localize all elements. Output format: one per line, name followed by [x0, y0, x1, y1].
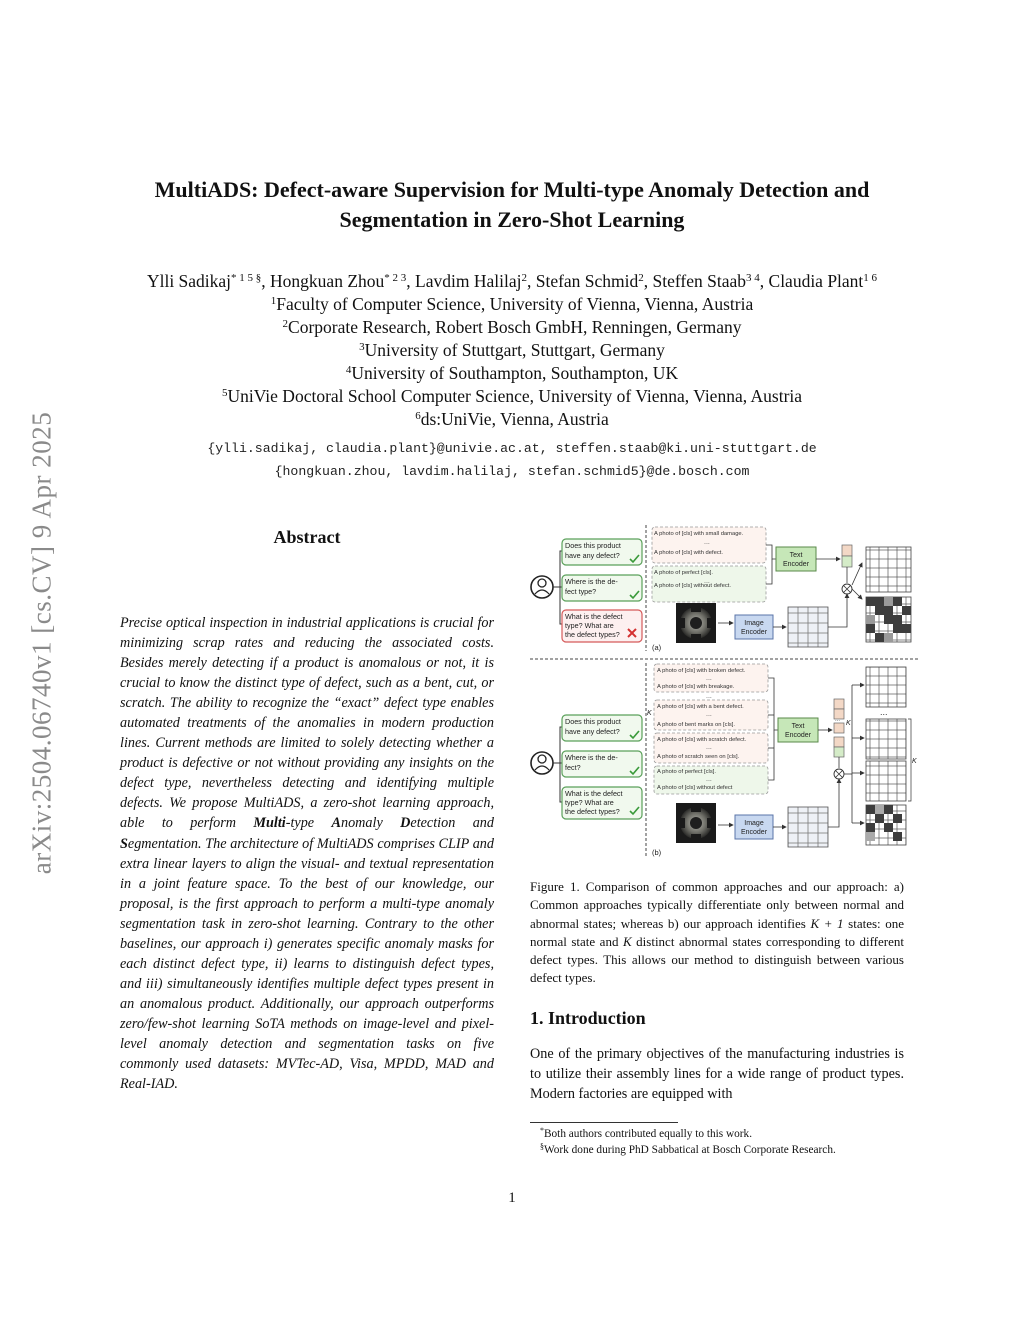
author-sup: * 1 5 § — [231, 272, 262, 284]
abstract-part: egmentation. The architecture of MultiADS comprises CLIP and extra linear layers to align the visual- and textual representation in a joint feature space. To the best of our knowledge, our proposal, is the first approach to perform a multi-type anomaly segmentation task in zero-shot learning. Contrary to the other baselines, our approach i) generates specific anomaly masks for each distinct defect type, ii) learns to distinguish defect types, and iii) simultaneously identifies multiple defect types present in an anomalous product. Additionally, our approach outperforms zero/few-shot learning SoTA methods on image-level and pixel-level anomaly detection and segmentation tasks on five commonly used datasets: MVTec-AD, Visa, MPDD, MAD and Real-IAD. — [120, 835, 494, 1093]
abstract-bold: S — [120, 835, 128, 852]
prompt-text: A photo of [cls] without defect. — [654, 583, 732, 589]
abstract-bold: D — [400, 815, 411, 832]
arxiv-stamp-text: arXiv:2504.06740v1 [cs.CV] 9 Apr 2025 — [26, 411, 57, 874]
image-encoder-label: Image Encoder — [740, 820, 768, 836]
anomaly-map — [866, 719, 906, 759]
arxiv-stamp — [22, 360, 62, 925]
affiliation-text: ds:UniVie, Vienna, Austria — [420, 409, 609, 429]
question-text: Does this product have any defect? — [565, 541, 621, 560]
author-sup: * 2 3 — [384, 272, 407, 284]
prompt-text: A photo of [cls] with a bent defect. — [657, 704, 744, 710]
abstract-text — [120, 613, 494, 1094]
prompt-text: A photo of bent marks on [cls]. — [657, 722, 735, 728]
title-line-2: Segmentation in Zero-Shot Learning — [339, 207, 685, 232]
author-sup: 3 4 — [746, 272, 760, 284]
footnote-text: Both authors contributed equally to this work. — [544, 1128, 753, 1140]
ellipsis: ... — [880, 707, 888, 717]
page-number: 1 — [508, 1190, 516, 1206]
ellipsis: ... — [704, 539, 710, 546]
anomaly-map — [866, 547, 911, 592]
panel-label: (a) — [652, 643, 662, 652]
abstract-part: etection and — [410, 815, 494, 832]
image-encoder-label: Image Encoder — [740, 620, 768, 636]
abstract-part: Precise optical inspection in industrial applications is crucial for minimizing scrap rates and reducing the associated costs. Besides merely detecting if a product is anomalous or not, it is crucial to know the distinct type of defect, such as a bent, cut, or scratch. The ability to recognize the “exact” defect type enables automated treatments of the anomalies in modern production lines. Current methods are limited to solely detecting whether a product is defective or not without providing any insights on the defect type, nevertheless detecting and identifying multiple defects. We propose MultiADS, a zero-shot learning approach, able to perform — [120, 615, 494, 832]
footnote-mark: § — [540, 1142, 544, 1151]
caption-text: states: one normal state and — [530, 915, 904, 949]
anomaly-map — [866, 761, 906, 801]
affiliation-text: Faculty of Computer Science, University of Vienna, Vienna, Austria — [276, 294, 754, 314]
footnote-rule — [530, 1122, 678, 1123]
abstract-bold: Multi — [253, 815, 286, 832]
text-encoder-label: Text Encoder — [784, 723, 812, 739]
title-line-1: MultiADS: Defect-aware Supervision for Multi-type Anomaly Detection and — [154, 177, 870, 202]
prompt-text: A photo of [cls] with small damage. — [654, 531, 744, 537]
prompt-text: A photo of scratch seen on [cls]. — [657, 754, 740, 760]
ellipsis: ... — [704, 578, 710, 585]
ellipsis: ... — [835, 717, 841, 723]
question-text: What is the defect type? What are the defect types? — [565, 789, 623, 816]
prompt-text: A photo of [cls] without defect — [657, 785, 733, 791]
affiliation-sup: 4 — [345, 364, 352, 376]
question-text: Where is the de-fect type? — [565, 577, 618, 596]
author: Lavdim Halilaj — [415, 271, 522, 291]
ellipsis: ... — [706, 693, 712, 700]
caption-math: K — [622, 933, 632, 949]
affiliation — [100, 339, 924, 362]
caption-label: Figure 1. — [530, 879, 580, 894]
affiliation-sup: 6 — [415, 410, 421, 422]
abstract-part: -type — [285, 815, 332, 832]
affiliation — [100, 408, 924, 431]
section-heading: 1. Introduction — [530, 1008, 646, 1028]
question-text: Where is the de-fect? — [565, 753, 618, 772]
affiliation — [100, 293, 924, 316]
figure-caption — [530, 878, 904, 988]
author-list: Ylli Sadikaj$^{* 1 5 \S}$, Hongkuan Zhou$^{* 2 3}$, Lavdim Halilaj$^2$, Stefan Schmid$^2$, Steffen Staab$^{3 4}$, Claudia Plant$^{1 6}$ — [146, 271, 878, 291]
abstract-heading: Abstract — [273, 527, 341, 547]
prompt-text: A photo of [cls] with defect. — [654, 550, 723, 556]
email-line-2[interactable]: {hongkuan.zhou, lavdim.halilaj, stefan.schmid5}@de.bosch.com — [274, 464, 750, 479]
caption-math: K + 1 — [810, 915, 844, 931]
affiliation — [100, 385, 924, 408]
prompt-text: A photo of perfect [cls]. — [657, 769, 716, 775]
feature-grid — [788, 607, 828, 647]
author-sup: 2 — [521, 272, 527, 284]
ellipsis: ... — [706, 711, 712, 718]
anomaly-map — [866, 667, 906, 707]
ellipsis: ... — [706, 675, 712, 682]
footnote — [540, 1127, 910, 1142]
footnote — [540, 1143, 910, 1158]
question-text: What is the defect type? What are the defect types? — [565, 612, 623, 639]
affiliation — [100, 316, 924, 339]
affiliation-text: Corporate Research, Robert Bosch GmbH, Renningen, Germany — [288, 317, 742, 337]
person-icon — [531, 576, 553, 598]
affiliation-sup: 3 — [359, 341, 365, 353]
affiliation — [100, 362, 924, 385]
affiliation-sup: 1 — [270, 295, 277, 307]
prompt-text: A photo of [cls] with breakage. — [657, 684, 735, 690]
panel-a — [531, 525, 911, 652]
k-label: K — [912, 758, 917, 765]
affiliation-text: University of Stuttgart, Stuttgart, Germany — [364, 340, 665, 360]
caption-text: Comparison of common approaches and our approach: a) Common approaches typically differentiate only between normal and abnormal states; whereas b) our approach identifies — [530, 879, 904, 931]
feature-grid — [788, 807, 828, 847]
ellipsis: ... — [706, 744, 712, 751]
panel-label: (b) — [652, 848, 662, 857]
text-encoder-label: Text Encoder — [782, 552, 810, 568]
author: Ylli Sadikaj — [146, 271, 232, 291]
affiliation-text: University of Southampton, Southampton, UK — [351, 363, 679, 383]
affiliation-sup: 2 — [282, 318, 289, 330]
panel-b — [531, 663, 917, 857]
paper-title — [100, 175, 924, 235]
author: Claudia Plant — [768, 271, 864, 291]
prompt-text: A photo of perfect [cls]. — [654, 570, 713, 576]
affiliation-text: UniVie Doctoral School Computer Science, University of Vienna, Vienna, Austria — [227, 386, 803, 406]
author: Stefan Schmid — [535, 271, 639, 291]
figure-1 — [528, 523, 920, 863]
email-block — [100, 437, 924, 483]
introduction-text: One of the primary objectives of the manufacturing industries is to utilize their assembly lines for a wide range of product types. Modern factories are equipped with — [530, 1046, 904, 1102]
k-label: K — [647, 710, 652, 717]
person-icon — [531, 752, 553, 774]
footnote-text: Work done during PhD Sabbatical at Bosch Corporate Research. — [544, 1144, 836, 1156]
abstract-bold: A — [331, 815, 341, 832]
affiliation-sup: 5 — [221, 387, 228, 399]
k-label: K — [846, 720, 851, 727]
author: Hongkuan Zhou — [270, 271, 385, 291]
email-line-1[interactable]: {ylli.sadikaj, claudia.plant}@univie.ac.at, steffen.staab@ki.uni-stuttgart.de — [207, 441, 817, 456]
footnote-mark: * — [540, 1126, 544, 1135]
author: Steffen Staab — [652, 271, 747, 291]
author-block — [100, 270, 924, 431]
author-sup: 1 6 — [863, 272, 878, 284]
prompt-text: A photo of [cls] with scratch defect. — [657, 737, 747, 743]
prompt-text: A photo of [cls] with broken defect. — [657, 668, 746, 674]
abstract-part: nomaly — [340, 815, 401, 832]
ellipsis: ... — [706, 776, 712, 783]
author-sup: 2 — [638, 272, 644, 284]
caption-text: distinct abnormal states corresponding to different defect types. This allows our method to distinguish between various defect types. — [530, 933, 904, 986]
question-text: Does this product have any defect? — [565, 717, 621, 736]
